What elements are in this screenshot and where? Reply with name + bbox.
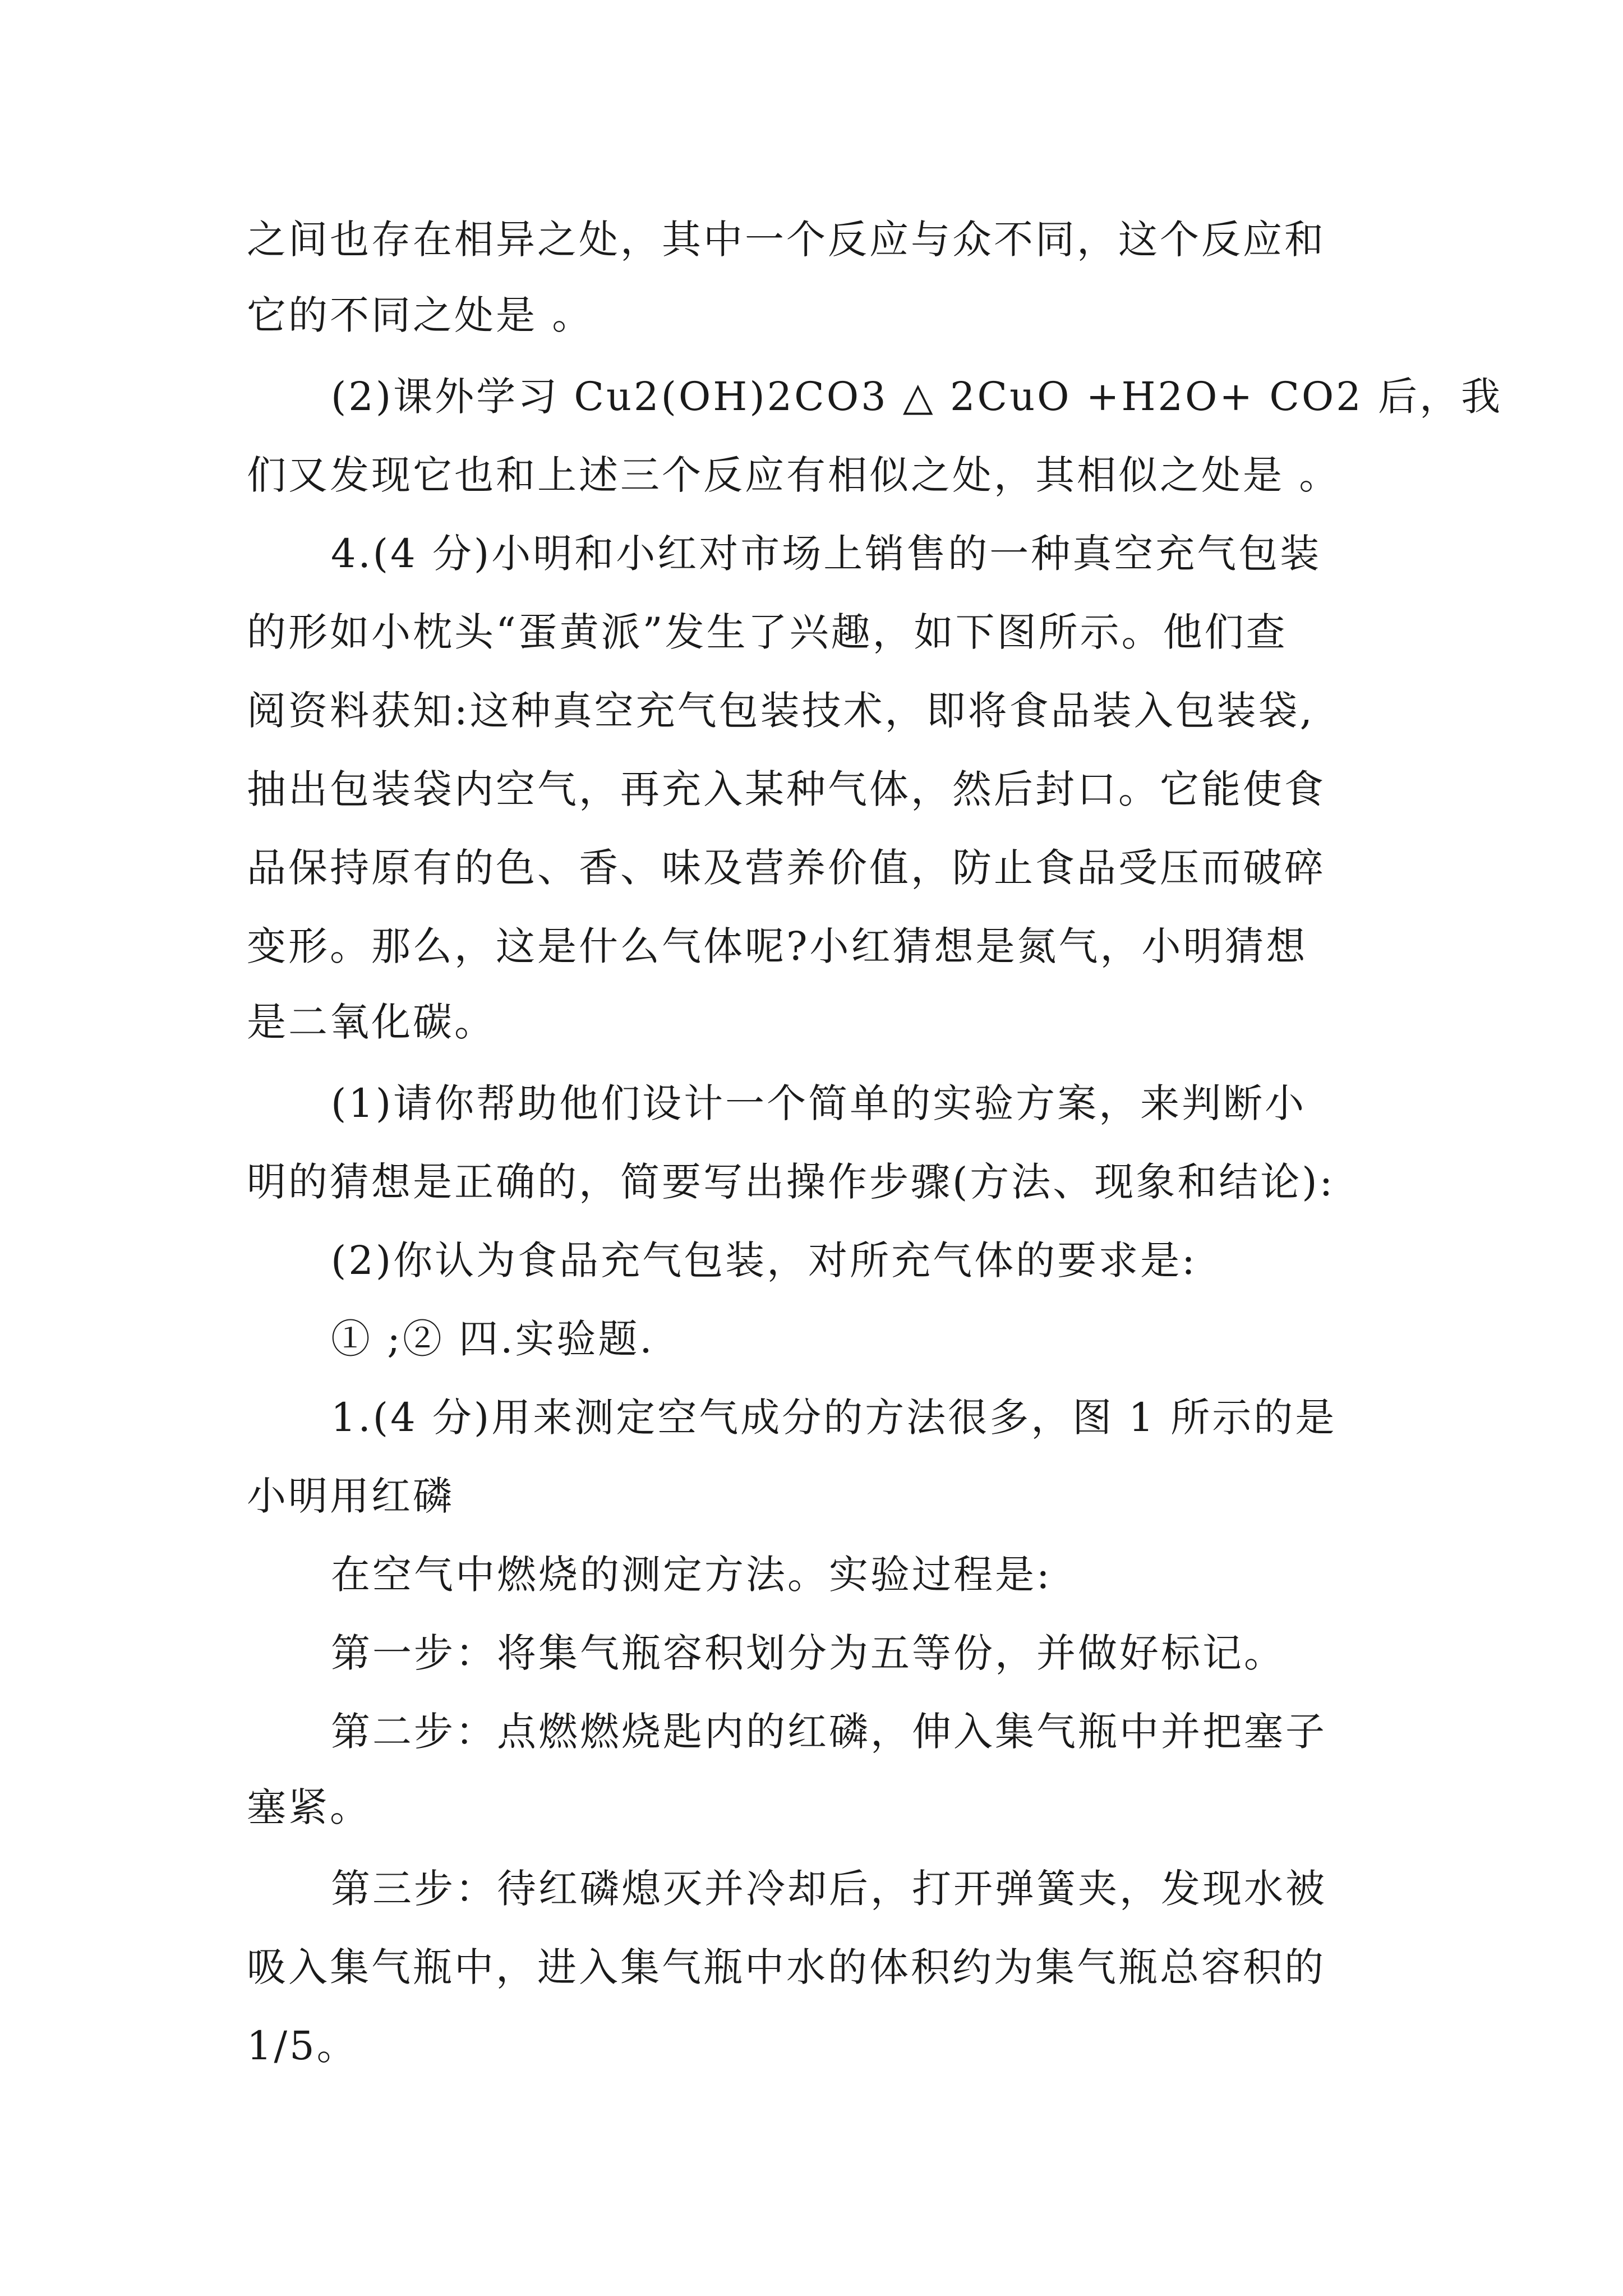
text-line: 它的不同之处是 。 (247, 292, 594, 338)
text-line: 塞紧。 (247, 1784, 371, 1830)
text-line: 阅资料获知:这种真空充气包装技术，即将食品装入包装袋, (247, 688, 1315, 734)
text-line: 小明用红磷 (247, 1473, 454, 1519)
text-line: (2)你认为食品充气包装，对所充气体的要求是: (331, 1237, 1197, 1283)
text-line: 第三步：待红磷熄灭并冷却后，打开弹簧夹，发现水被 (331, 1866, 1327, 1912)
text-line: 1/5。 (247, 2023, 358, 2069)
text-line: ① ;② 四.实验题. (331, 1316, 654, 1362)
text-line: 是二氧化碳。 (247, 999, 496, 1045)
text-line: 抽出包装袋内空气，再充入某种气体，然后封口。它能使食 (247, 766, 1326, 812)
text-line: 明的猜想是正确的，简要写出操作步骤(方法、现象和结论): (247, 1159, 1335, 1205)
text-line: 在空气中燃烧的测定方法。实验过程是: (331, 1552, 1052, 1598)
text-line: 变形。那么，这是什么气体呢?小红猜想是氮气，小明猜想 (247, 923, 1308, 969)
text-line: 吸入集气瓶中，进入集气瓶中水的体积约为集气瓶总容积的 (247, 1944, 1326, 1990)
text-line: 第二步：点燃燃烧匙内的红磷，伸入集气瓶中并把塞子 (331, 1709, 1327, 1755)
text-line: 第一步：将集气瓶容积划分为五等份，并做好标记。 (331, 1630, 1285, 1676)
text-line: 的形如小枕头“蛋黄派”发生了兴趣，如下图所示。他们查 (247, 609, 1288, 655)
text-line: 们又发现它也和上述三个反应有相似之处，其相似之处是 。 (247, 452, 1341, 498)
text-line: 之间也存在相异之处，其中一个反应与众不同，这个反应和 (247, 217, 1326, 263)
text-line: (2)课外学习 Cu2(OH)2CO3 △ 2CuO +H2O+ CO2 后，我 (331, 374, 1503, 420)
text-line: 4.(4 分)小明和小红对市场上销售的一种真空充气包装 (331, 531, 1322, 577)
text-line: 品保持原有的色、香、味及营养价值，防止食品受压而破碎 (247, 845, 1326, 891)
text-line: (1)请你帮助他们设计一个简单的实验方案，来判断小 (331, 1080, 1307, 1126)
text-line: 1.(4 分)用来测定空气成分的方法很多，图 1 所示的是 (331, 1395, 1337, 1441)
